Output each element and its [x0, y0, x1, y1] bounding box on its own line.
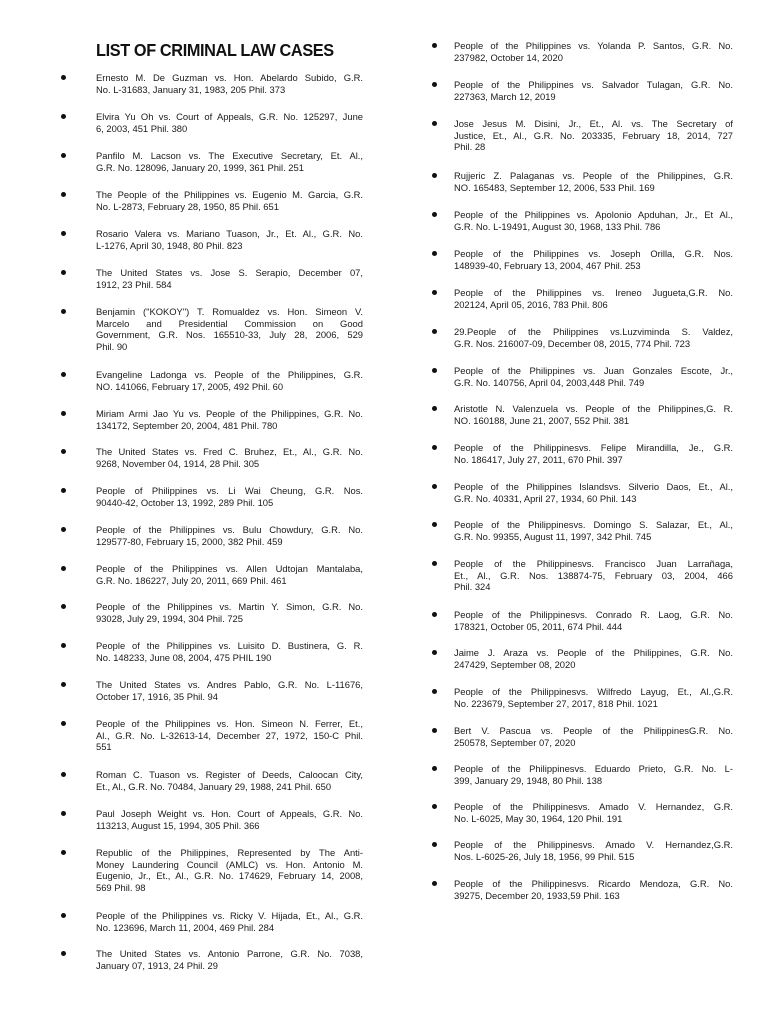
- bullet-icon: [432, 445, 437, 450]
- case-entry-line: Phil. 90: [96, 340, 128, 352]
- case-entry: [454, 558, 733, 593]
- case-entry: [454, 839, 733, 862]
- case-entry: [454, 365, 733, 388]
- case-entry: [96, 948, 363, 971]
- case-entry-line: 227363, March 12, 2019: [454, 90, 556, 102]
- case-entry-line: G.R. No. 40331, April 27, 1934, 60 Phil. 143: [454, 492, 637, 504]
- bullet-icon: [432, 650, 437, 655]
- case-entry-line: Al., G.R. No. L-32613-14, December 27, 1972, 150-C Phil.: [96, 729, 363, 741]
- bullet-icon: [61, 372, 66, 377]
- case-entry-line: January 07, 1913, 24 Phil. 29: [96, 959, 218, 971]
- case-entry-line: People of the Philippines vs. Ireneo Jugueta,G.R. No.: [454, 287, 733, 298]
- case-entry-line: 93028, July 29, 1994, 304 Phil. 725: [96, 612, 243, 624]
- case-entry: [454, 878, 733, 901]
- case-entry-line: No. L-31683, January 31, 1983, 205 Phil. 373: [96, 83, 286, 95]
- case-entry-line: People of the Philippines Islandsvs. Silverio Daos, Et., Al.,: [454, 481, 733, 492]
- case-entry: [96, 847, 363, 893]
- bullet-icon: [61, 811, 66, 816]
- case-entry: [96, 601, 363, 624]
- bullet-icon: [432, 612, 437, 617]
- bullet-icon: [432, 689, 437, 694]
- case-entry-line: Benjamin ("KOKOY") T. Romualdez vs. Hon. Simeon V.: [96, 306, 363, 317]
- case-entry: [454, 118, 733, 153]
- case-entry-line: People of the Philippines vs. Joseph Orilla, G.R. Nos.: [454, 248, 733, 259]
- case-entry-line: People of the Philippinesvs. Amado V. Hernandez,G.R.: [454, 839, 733, 850]
- bullet-icon: [61, 488, 66, 493]
- case-entry-line: Rujjeric Z. Palaganas vs. People of the Philippines, G.R.: [454, 170, 733, 181]
- case-entry-line: 202124, April 05, 2016, 783 Phil. 806: [454, 298, 608, 310]
- bullet-icon: [432, 121, 437, 126]
- case-entry: [96, 111, 363, 134]
- case-entry-line: The United States vs. Jose S. Serapio, December 07,: [96, 267, 363, 278]
- case-entry: [96, 446, 363, 469]
- bullet-icon: [432, 212, 437, 217]
- case-entry-line: Eugenio, Jr., Et., Al., G.R. No. 174629, February 14, 2008,: [96, 870, 363, 882]
- case-entry: [96, 524, 363, 547]
- case-entry: [96, 408, 363, 431]
- bullet-icon: [432, 173, 437, 178]
- bullet-icon: [61, 913, 66, 918]
- case-entry-line: Evangeline Ladonga vs. People of the Philippines, G.R.: [96, 369, 363, 380]
- case-entry-line: People of the Philippines vs. Yolanda P. Santos, G.R. No.: [454, 40, 733, 51]
- case-entry-line: G.R. Nos. 216007-09, December 08, 2015, 774 Phil. 723: [454, 337, 691, 349]
- case-entry-line: Republic of the Philippines, Represented by The Anti-: [96, 847, 363, 858]
- case-entry: [454, 403, 733, 426]
- case-entry-line: People of the Philippines vs. Bulu Chowdury, G.R. No.: [96, 524, 363, 535]
- case-entry-line: The United States vs. Antonio Parrone, G.R. No. 7038,: [96, 948, 363, 959]
- bullet-icon: [61, 682, 66, 687]
- case-entry-line: 247429, September 08, 2020: [454, 658, 576, 670]
- case-entry-line: G.R. No. 128096, January 20, 1999, 361 Phil. 251: [96, 161, 304, 173]
- bullet-icon: [432, 290, 437, 295]
- case-entry-line: No. 186417, July 27, 2011, 670 Phil. 397: [454, 453, 623, 465]
- case-entry: [454, 686, 733, 709]
- case-entry-line: Roman C. Tuason vs. Register of Deeds, Caloocan City,: [96, 769, 363, 780]
- case-entry-line: People of the Philippinesvs. Eduardo Prieto, G.R. No. L-: [454, 763, 733, 774]
- bullet-icon: [61, 449, 66, 454]
- case-entry-line: People of the Philippines vs. Luisito D. Bustinera, G. R.: [96, 640, 363, 651]
- case-entry-line: People of the Philippines vs. Apolonio Apduhan, Jr., Et Al.,: [454, 209, 733, 220]
- case-entry-line: 6, 2003, 451 Phil. 380: [96, 122, 188, 134]
- bullet-icon: [61, 527, 66, 532]
- case-entry: [96, 640, 363, 663]
- case-entry: [96, 228, 363, 251]
- case-entry-line: 250578, September 07, 2020: [454, 736, 576, 748]
- case-entry-line: People of the Philippines vs. Juan Gonzales Escote, Jr.,: [454, 365, 733, 376]
- case-entry: [96, 910, 363, 933]
- case-entry-line: October 17, 1916, 35 Phil. 94: [96, 690, 218, 702]
- case-entry-line: No. L-2873, February 28, 1950, 85 Phil. 651: [96, 200, 279, 212]
- case-entry-line: People of the Philippinesvs. Felipe Mirandilla, Je., G.R.: [454, 442, 733, 453]
- bullet-icon: [432, 522, 437, 527]
- case-entry-line: Government, G.R. Nos. 165510-33, July 28, 2006, 529: [96, 329, 363, 341]
- case-entry: [96, 150, 363, 173]
- case-entry-line: Aristotle N. Valenzuela vs. People of the Philippines,G. R.: [454, 403, 733, 414]
- case-entry-line: 9268, November 04, 1914, 28 Phil. 305: [96, 457, 260, 469]
- case-entry-line: The United States vs. Andres Pablo, G.R. No. L-11676,: [96, 679, 363, 690]
- bullet-icon: [61, 153, 66, 158]
- case-entry-line: People of the Philippinesvs. Domingo S. Salazar, Et., Al.,: [454, 519, 733, 530]
- case-entry-line: Et., Al., G.R. No. 70484, January 29, 1988, 241 Phil. 650: [96, 780, 332, 792]
- bullet-icon: [432, 881, 437, 886]
- case-entry-line: Jose Jesus M. Disini, Jr., Et., Al. vs. The Secretary of: [454, 118, 733, 129]
- case-entry-line: NO. 165483, September 12, 2006, 533 Phil. 169: [454, 181, 655, 193]
- case-entry-line: Justice, Et., Al., G.R. No. 203335, February 18, 2014, 727: [454, 129, 733, 141]
- case-entry: [454, 287, 733, 310]
- bullet-icon: [61, 192, 66, 197]
- case-entry-line: People of the Philippinesvs. Wilfredo Layug, Et., Al.,G.R.: [454, 686, 733, 697]
- case-entry-line: Jaime J. Araza vs. People of the Philippines, G.R. No.: [454, 647, 733, 658]
- case-entry-line: Marcelo and Presidential Commission on Good: [96, 317, 363, 329]
- case-entry: [96, 808, 363, 831]
- bullet-icon: [432, 842, 437, 847]
- bullet-icon: [432, 804, 437, 809]
- case-entry-line: Panfilo M. Lacson vs. The Executive Secretary, Et. Al.,: [96, 150, 363, 161]
- case-entry: [96, 563, 363, 586]
- case-entry: [454, 725, 733, 748]
- case-entry-line: No. 123696, March 11, 2004, 469 Phil. 284: [96, 921, 275, 933]
- case-entry-line: People of the Philippinesvs. Amado V. Hernandez, G.R.: [454, 801, 733, 812]
- case-entry-line: People of the Philippines vs. Salvador Tulagan, G.R. No.: [454, 79, 733, 90]
- bullet-icon: [432, 251, 437, 256]
- bullet-icon: [432, 329, 437, 334]
- case-entry-line: NO. 160188, June 21, 2007, 552 Phil. 381: [454, 414, 630, 426]
- bullet-icon: [432, 561, 437, 566]
- case-entry-line: People of the Philippines vs. Allen Udtojan Mantalaba,: [96, 563, 363, 574]
- case-entry-line: Nos. L-6025-26, July 18, 1956, 99 Phil. 515: [454, 850, 635, 862]
- case-entry-line: 569 Phil. 98: [96, 881, 146, 893]
- bullet-icon: [61, 270, 66, 275]
- bullet-icon: [432, 406, 437, 411]
- case-entry-line: G.R. No. 99355, August 11, 1997, 342 Phil. 745: [454, 530, 652, 542]
- case-entry-line: Elvira Yu Oh vs. Court of Appeals, G.R. No. 125297, June: [96, 111, 363, 122]
- bullet-icon: [432, 728, 437, 733]
- case-entry-line: 134172, September 20, 2004, 481 Phil. 780: [96, 419, 278, 431]
- bullet-icon: [61, 850, 66, 855]
- bullet-icon: [61, 721, 66, 726]
- case-entry: [454, 609, 733, 632]
- bullet-icon: [61, 951, 66, 956]
- case-entry: [454, 647, 733, 670]
- case-entry-line: G.R. No. 186227, July 20, 2011, 669 Phil. 461: [96, 574, 287, 586]
- bullet-icon: [61, 231, 66, 236]
- bullet-icon: [61, 772, 66, 777]
- page-title: LIST OF CRIMINAL LAW CASES: [96, 40, 334, 60]
- case-entry-line: The People of the Philippines vs. Eugenio M. Garcia, G.R.: [96, 189, 363, 200]
- case-entry: [454, 763, 733, 786]
- case-entry-line: People of the Philippinesvs. Ricardo Mendoza, G.R. No.: [454, 878, 733, 889]
- case-entry-line: The United States vs. Fred C. Bruhez, Et., Al., G.R. No.: [96, 446, 363, 457]
- case-entry: [96, 769, 363, 792]
- case-entry: [454, 519, 733, 542]
- case-entry-line: 551: [96, 741, 112, 753]
- bullet-icon: [61, 604, 66, 609]
- case-entry-line: Paul Joseph Weight vs. Hon. Court of Appeals, G.R. No.: [96, 808, 363, 819]
- case-entry-line: Ernesto M. De Guzman vs. Hon. Abelardo Subido, G.R.: [96, 72, 363, 83]
- bullet-icon: [61, 309, 66, 314]
- case-entry-line: Bert V. Pascua vs. People of the PhilippinesG.R. No.: [454, 725, 733, 736]
- case-entry-line: No. L-6025, May 30, 1964, 120 Phil. 191: [454, 812, 623, 824]
- case-entry-line: 29.People of the Philippines vs.Luzviminda S. Valdez,: [454, 326, 733, 337]
- case-entry: [454, 170, 733, 193]
- bullet-icon: [432, 368, 437, 373]
- case-entry-line: NO. 141066, February 17, 2005, 492 Phil. 60: [96, 380, 284, 392]
- bullet-icon: [432, 82, 437, 87]
- case-entry-line: 39275, December 20, 1933,59 Phil. 163: [454, 889, 620, 901]
- case-entry: [96, 485, 363, 508]
- case-entry-line: No. 223679, September 27, 2017, 818 Phil. 1021: [454, 697, 658, 709]
- bullet-icon: [432, 766, 437, 771]
- case-entry-line: Et., Al., G.R. Nos. 138874-75, February 03, 2004, 466: [454, 569, 733, 581]
- case-entry-line: Rosario Valera vs. Mariano Tuason, Jr., Et. Al., G.R. No.: [96, 228, 363, 239]
- case-entry-line: People of the Philippinesvs. Francisco Juan Larrañaga,: [454, 558, 733, 569]
- case-entry: [454, 79, 733, 102]
- case-entry-line: People of Philippines vs. Li Wai Cheung, G.R. Nos.: [96, 485, 363, 496]
- case-entry-line: 399, January 29, 1948, 80 Phil. 138: [454, 774, 603, 786]
- case-entry: [454, 209, 733, 232]
- case-entry-line: 1912, 23 Phil. 584: [96, 278, 172, 290]
- case-entry: [96, 369, 363, 392]
- case-entry-line: 90440-42, October 13, 1992, 289 Phil. 105: [96, 496, 274, 508]
- case-entry: [96, 306, 363, 352]
- case-entry-line: People of the Philippines vs. Ricky V. Hijada, Et., Al., G.R.: [96, 910, 363, 921]
- case-entry-line: 237982, October 14, 2020: [454, 51, 563, 63]
- case-entry: [454, 442, 733, 465]
- bullet-icon: [61, 411, 66, 416]
- case-entry-line: People of the Philippines vs. Hon. Simeon N. Ferrer, Et.,: [96, 718, 363, 729]
- bullet-icon: [61, 114, 66, 119]
- bullet-icon: [432, 43, 437, 48]
- case-entry-line: No. 148233, June 08, 2004, 475 PHIL 190: [96, 651, 272, 663]
- case-entry-line: 113213, August 15, 1994, 305 Phil. 366: [96, 819, 260, 831]
- case-entry: [96, 718, 363, 753]
- case-entry-line: 148939-40, February 13, 2004, 467 Phil. 253: [454, 259, 641, 271]
- bullet-icon: [61, 643, 66, 648]
- bullet-icon: [432, 484, 437, 489]
- case-entry: [96, 189, 363, 212]
- bullet-icon: [61, 75, 66, 80]
- case-entry-line: People of the Philippinesvs. Conrado R. Laog, G.R. No.: [454, 609, 733, 620]
- case-entry-line: 178321, October 05, 2011, 674 Phil. 444: [454, 620, 623, 632]
- case-entry-line: Miriam Armi Jao Yu vs. People of the Philippines, G.R. No.: [96, 408, 363, 419]
- case-entry-line: Money Laundering Council (AMLC) vs. Hon. Antonio M.: [96, 858, 363, 870]
- case-entry-line: L-1276, April 30, 1948, 80 Phil. 823: [96, 239, 243, 251]
- case-entry-line: Phil. 28: [454, 141, 486, 153]
- case-entry-line: People of the Philippines vs. Martin Y. Simon, G.R. No.: [96, 601, 363, 612]
- case-entry-line: G.R. No. L-19491, August 30, 1968, 133 Phil. 786: [454, 220, 661, 232]
- bullet-icon: [61, 566, 66, 571]
- case-entry: [96, 679, 363, 702]
- case-entry: [454, 326, 733, 349]
- case-entry-line: Phil. 324: [454, 581, 491, 593]
- case-entry: [454, 40, 733, 63]
- case-entry: [454, 801, 733, 824]
- case-entry: [454, 248, 733, 271]
- case-entry-line: 129577-80, February 15, 2000, 382 Phil. 459: [96, 535, 283, 547]
- case-entry: [96, 267, 363, 290]
- case-entry: [96, 72, 363, 95]
- case-entry: [454, 481, 733, 504]
- case-entry-line: G.R. No. 140756, April 04, 2003,448 Phil. 749: [454, 376, 645, 388]
